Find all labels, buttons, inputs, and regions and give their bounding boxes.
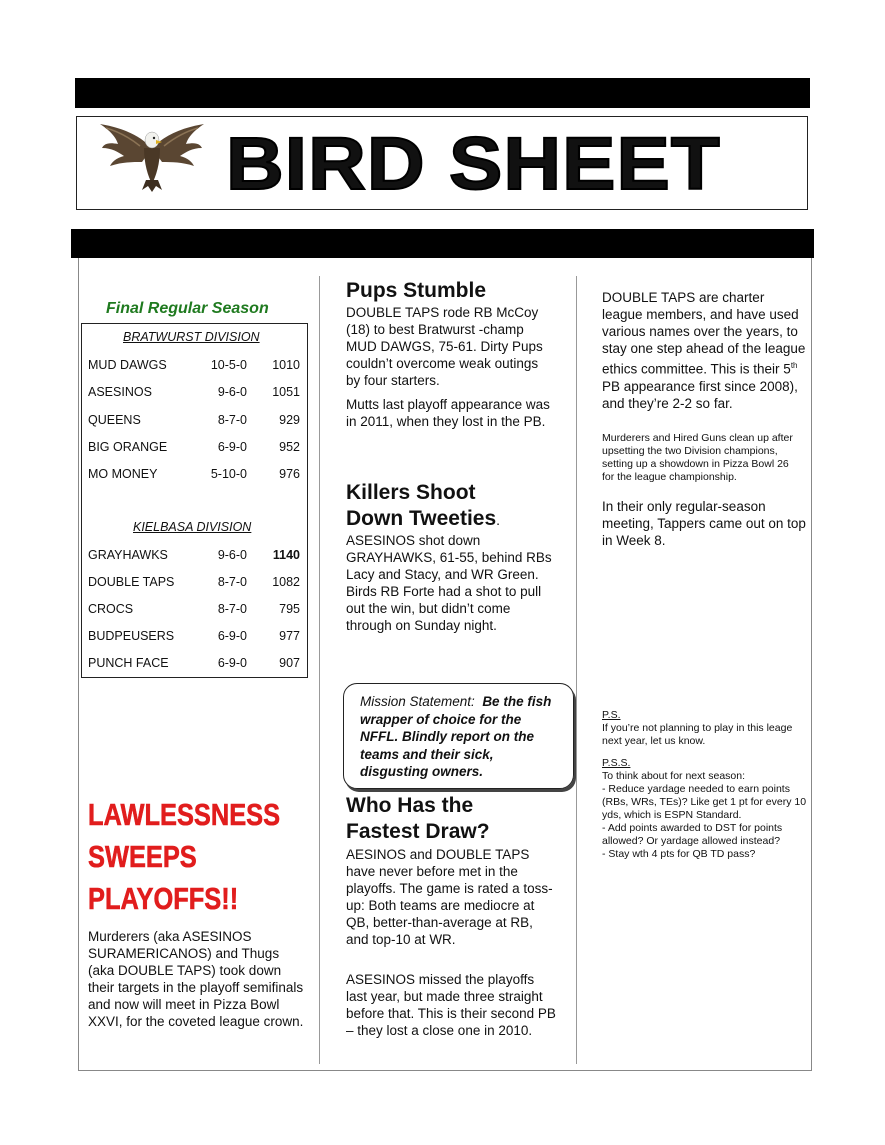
story-paragraph: ASESINOS shot down GRAYHAWKS, 61-55, behind RBs Lacy and Stacy, and WR Green. Birds RB Forte had a shot to pull out the win, but didn’t come through on Sunday night.	[346, 533, 552, 633]
pss-note	[602, 757, 810, 861]
team-points: 907	[279, 656, 300, 670]
pss-line: - Add points awarded to DST for points allowed? Or yardage allowed instead?	[602, 822, 783, 847]
team-points: 1082	[272, 575, 300, 589]
pss-label: P.S.S.	[602, 757, 631, 769]
division-title: KIELBASA DIVISION	[133, 520, 252, 534]
team-record: 5-10-0	[210, 467, 247, 481]
mission-text: Be the fish wrapper of choice for the NFFL. Blindly report on the teams and their sick, disgusting owners.	[360, 694, 552, 779]
team-name: MUD DAWGS	[88, 358, 167, 372]
team-name: ASESINOS	[88, 385, 152, 399]
story-paragraph: AESINOS and DOUBLE TAPS have never before met in the playoffs. The game is rated a toss-up: Both teams are mediocre at QB, better-than-average at RB, and top-10 at WR.	[346, 847, 553, 947]
team-record: 9-6-0	[217, 385, 247, 399]
ps-note	[602, 709, 802, 748]
ps-text: If you’re not planning to play in this leage next year, let us know.	[602, 722, 793, 747]
eagle-logo-icon	[96, 118, 208, 194]
story-headline: Pups Stumble	[346, 279, 487, 302]
standings-row	[88, 467, 300, 483]
small-note: Murderers and Hired Guns clean up after upsetting the two Division champions, setting up a showdown in Pizza Bowl 26 for the league championship.	[602, 432, 793, 483]
team-name: MO MONEY	[88, 467, 158, 481]
standings-row	[88, 629, 300, 645]
standings-table	[81, 323, 308, 678]
team-record: 10-5-0	[210, 358, 247, 372]
standings-heading: Final Regular Season	[106, 300, 269, 317]
standings-row	[88, 440, 300, 456]
headline-suffix: .	[496, 512, 501, 528]
standings-row	[88, 385, 300, 401]
lead-headline-line: PLAYOFFS!!	[88, 881, 239, 916]
lead-headline-line: SWEEPS	[88, 839, 197, 874]
team-record: 8-7-0	[217, 575, 247, 589]
team-name: BIG ORANGE	[88, 440, 168, 454]
story-headline-line: Fastest Draw?	[346, 820, 490, 843]
team-points: 1010	[272, 358, 300, 372]
pss-line: - Reduce yardage needed to earn points (RBs, WRs, TEs)? Like get 1 pt for every 10 yds, which is ESPN Standard.	[602, 783, 807, 821]
team-points: 976	[279, 467, 300, 481]
lead-headline	[88, 794, 334, 920]
standings-row	[88, 656, 300, 672]
ps-label: P.S.	[602, 709, 621, 721]
story-paragraph: ASESINOS missed the playoffs last year, but made three straight before that. This is their second PB – they lost a close one in 2010.	[346, 972, 556, 1038]
pss-line: To think about for next season:	[602, 770, 746, 782]
team-record: 8-7-0	[217, 602, 247, 616]
team-record: 9-6-0	[217, 548, 247, 562]
masthead-title: BIRD SHEET	[226, 122, 721, 205]
team-points: 1140	[272, 548, 300, 562]
story-headline-line: Down Tweeties	[346, 507, 497, 530]
story-paragraph: DOUBLE TAPS rode RB McCoy (18) to best Bratwurst -champ MUD DAWGS, 75-61. Dirty Pups couldn’t overcome weak outings by four starters.	[346, 305, 543, 388]
story-headline	[346, 480, 500, 533]
story-headline-line: Who Has the	[346, 794, 474, 817]
team-name: GRAYHAWKS	[88, 548, 168, 562]
story-paragraph	[602, 289, 808, 412]
team-record: 6-9-0	[217, 656, 247, 670]
column-divider-2	[576, 276, 577, 1064]
standings-row	[88, 358, 300, 374]
pss-line: - Stay wth 4 pts for QB TD pass?	[602, 848, 756, 860]
team-record: 6-9-0	[217, 440, 247, 454]
team-name: PUNCH FACE	[88, 656, 169, 670]
story-text: PB appearance first since 2008), and they’re 2-2 so far.	[602, 378, 798, 411]
standings-row	[88, 602, 300, 618]
team-points: 1051	[272, 385, 300, 399]
team-points: 977	[279, 629, 300, 643]
lead-story-body: Murderers (aka ASESINOS SURAMERICANOS) and Thugs (aka DOUBLE TAPS) took down their targets in the playoff semifinals and now will meet in Pizza Bowl XXVI, for the coveted league crown.	[88, 929, 304, 1029]
team-name: BUDPEUSERS	[88, 629, 175, 643]
story-headline	[346, 793, 490, 845]
story-text: DOUBLE TAPS are charter league members, and have used various names over the years, to stay one step ahead of the league ethics committee. This is their 5	[602, 290, 806, 377]
team-record: 6-9-0	[217, 629, 247, 643]
standings-row	[88, 548, 300, 564]
standings-row	[88, 413, 300, 429]
team-name: QUEENS	[88, 413, 141, 427]
team-name: CROCS	[88, 602, 134, 616]
story-paragraph: In their only regular-season meeting, Tappers came out on top in Week 8.	[602, 499, 806, 548]
team-points: 929	[279, 413, 300, 427]
team-points: 795	[279, 602, 300, 616]
story-headline-line: Killers Shoot	[346, 481, 476, 504]
column-divider-1	[319, 276, 320, 1064]
team-record: 8-7-0	[217, 413, 247, 427]
division-title: BRATWURST DIVISION	[123, 330, 260, 344]
lead-headline-line: LAWLESSNESS	[88, 797, 281, 832]
section-black-bar	[71, 229, 814, 258]
story-paragraph: Mutts last playoff appearance was in 2011, when they lost in the PB.	[346, 397, 550, 429]
ordinal-suffix: th	[790, 361, 798, 370]
mission-statement-box	[343, 683, 574, 789]
team-name: DOUBLE TAPS	[88, 575, 175, 589]
mission-lead: Mission Statement:	[360, 694, 475, 709]
top-black-bar	[75, 78, 810, 108]
team-points: 952	[279, 440, 300, 454]
standings-row	[88, 575, 300, 591]
